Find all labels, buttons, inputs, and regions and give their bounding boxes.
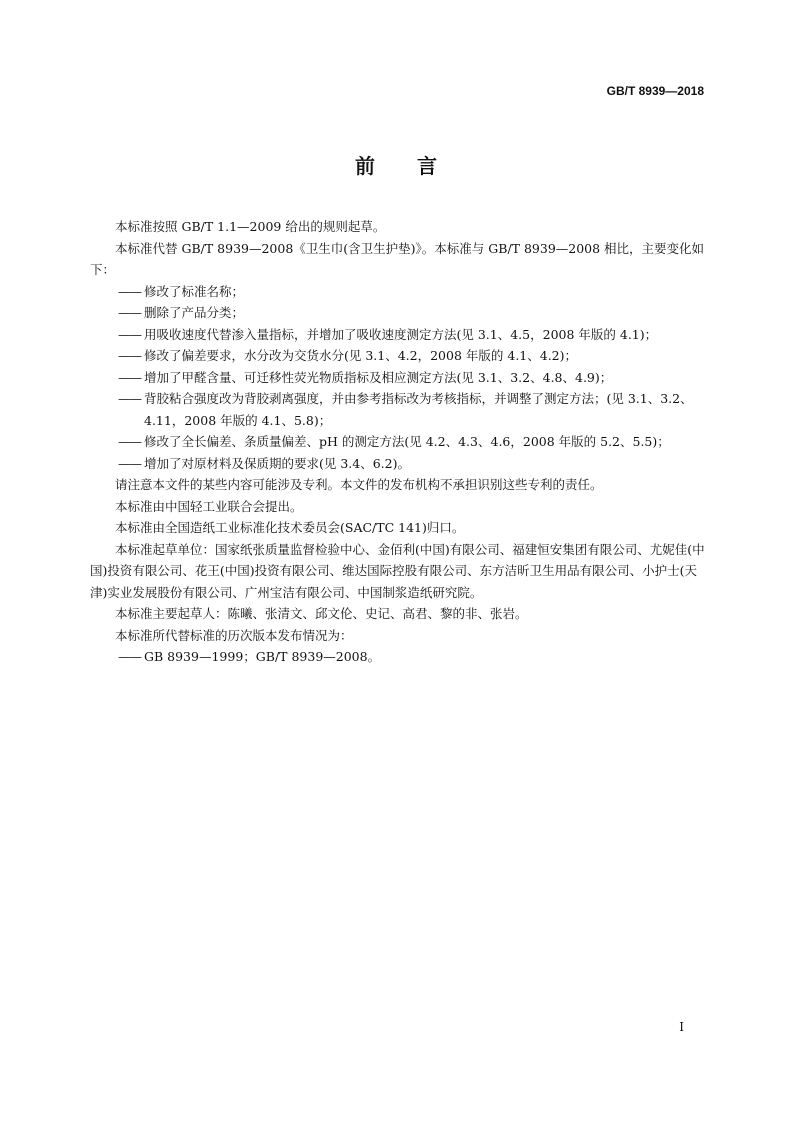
list-item-text: 修改了标准名称； — [144, 283, 245, 299]
title-part-1: 前 — [355, 154, 377, 178]
proposer-note: 本标准由中国轻工业联合会提出。 — [115, 498, 303, 514]
list-item-text: 用吸收速度代替渗入量指标，并增加了吸收速度测定方法(见 3.1、4.5，2008 年版的 4.1)； — [144, 326, 658, 342]
dash-marker: —— — [118, 326, 141, 342]
list-item — [90, 281, 710, 303]
list-item-text: 修改了全长偏差、条质量偏差、pH 的测定方法(见 4.2、4.3、4.6，2008 年版的 5.2、5.5)； — [144, 434, 670, 449]
dash-marker: —— — [118, 283, 141, 299]
drafters: 本标准主要起草人：陈曦、张清文、邱文伦、史记、高君、黎的非、张岩。 — [115, 606, 528, 621]
intro-paragraph: 本标准代替 GB/T 8939—2008《卫生巾(含卫生护垫)》。本标准与 GB/T 8939—2008 相比，主要变化如下： — [90, 240, 705, 277]
history-text: GB 8939—1999；GB/T 8939—2008。 — [144, 649, 381, 664]
list-item — [90, 324, 710, 346]
standard-number: GB/T 8939—2018 — [606, 84, 704, 98]
list-item-text: 背胶粘合强度改为背胶剥离强度，并由参考指标改为考核指标，并调整了测定方法；(见 3.1、3.2、4.11，2008 年版的 4.1、5.8)； — [144, 391, 693, 428]
title-part-2: 言 — [417, 154, 439, 178]
list-item — [90, 345, 710, 367]
foreword-body — [90, 216, 710, 668]
list-item — [90, 431, 710, 453]
list-item-text: 增加了对原材料及保质期的要求(见 3.4、6.2)。 — [144, 455, 410, 471]
page-number: I — [679, 1020, 684, 1034]
list-item — [90, 302, 710, 324]
list-item — [90, 367, 710, 389]
history-intro: 本标准所代替标准的历次版本发布情况为： — [115, 627, 353, 643]
list-item-text: 删除了产品分类； — [144, 305, 245, 320]
dash-marker: —— — [118, 649, 141, 664]
list-item — [90, 453, 710, 475]
dash-marker: —— — [118, 369, 141, 385]
dash-marker: —— — [118, 434, 141, 449]
list-item-text: 修改了偏差要求，水分改为交货水分(见 3.1、4.2，2008 年版的 4.1、4.2)； — [144, 348, 578, 363]
changes-list — [90, 281, 710, 475]
list-item — [90, 388, 710, 431]
dash-marker: —— — [118, 455, 141, 471]
history-item — [90, 646, 710, 668]
patent-note: 请注意本文件的某些内容可能涉及专利。本文件的发布机构不承担识别这些专利的责任。 — [115, 477, 603, 492]
centralized-note: 本标准由全国造纸工业标准化技术委员会(SAC/TC 141)归口。 — [115, 520, 465, 535]
page-title — [0, 150, 794, 179]
intro-paragraph: 本标准按照 GB/T 1.1—2009 给出的规则起草。 — [115, 219, 386, 234]
drafting-units: 本标准起草单位：国家纸张质量监督检验中心、金佰利(中国)有限公司、福建恒安集团有限公司、尤妮佳(中国)投资有限公司、花王(中国)投资有限公司、维达国际控股有限公司、东方洁昕卫生用品有限公司、小护士(天津)实业发展股份有限公司、广州宝洁有限公司、中国制浆造纸研究院。 — [90, 541, 705, 600]
list-item-text: 增加了甲醛含量、可迁移性荧光物质指标及相应测定方法(见 3.1、3.2、4.8、4.9)； — [144, 369, 613, 385]
dash-marker: —— — [118, 305, 141, 320]
dash-marker: —— — [118, 391, 141, 406]
dash-marker: —— — [118, 348, 141, 363]
